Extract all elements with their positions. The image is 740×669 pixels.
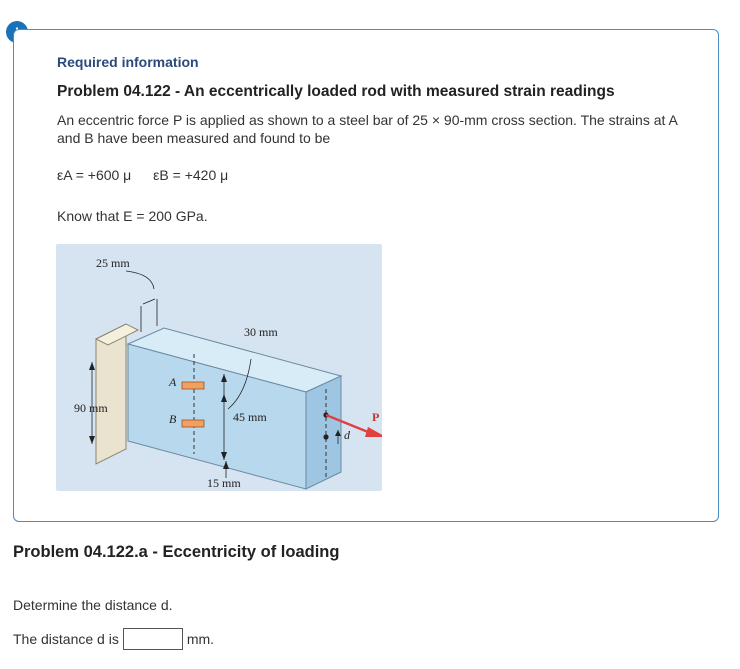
force-p-label: P: [372, 410, 380, 424]
bar-drawing: [56, 244, 382, 491]
dim-30mm-label: 30 mm: [244, 325, 278, 339]
bar-figure: [56, 244, 382, 491]
strain-gauge-b: [182, 420, 204, 427]
strain-a: εA = +600 μ: [57, 167, 132, 183]
dim-90mm-label: 90 mm: [74, 401, 108, 415]
problem-title: Problem 04.122 - An eccentrically loaded rod with measured strain readings: [57, 83, 615, 100]
part-a-title: Problem 04.122.a - Eccentricity of loading: [13, 543, 340, 561]
answer-row: [13, 628, 214, 650]
strain-readings: [57, 167, 246, 183]
strain-gauge-a: [182, 382, 204, 389]
required-information-panel: [13, 29, 719, 522]
modulus-statement: Know that E = 200 GPa.: [57, 208, 208, 224]
answer-unit: mm.: [186, 631, 215, 647]
strain-b: εB = +420 μ: [153, 167, 229, 183]
distance-d-input[interactable]: [123, 628, 183, 650]
part-a-prompt: Determine the distance d.: [13, 597, 173, 613]
point-b-label: B: [169, 412, 177, 426]
answer-label: The distance d is: [13, 631, 119, 647]
dim-15mm-label: 15 mm: [207, 476, 241, 490]
dim-25mm-label: 25 mm: [96, 256, 130, 270]
required-information-heading: Required information: [57, 54, 199, 70]
point-a-label: A: [169, 375, 177, 389]
distance-d-label: d: [344, 428, 350, 442]
problem-description: An eccentric force P is applied as shown to a steel bar of 25 × 90-mm cross section. The strains at A and B have been measured and found to be: [57, 112, 678, 146]
dim-45mm-label: 45 mm: [233, 410, 267, 424]
